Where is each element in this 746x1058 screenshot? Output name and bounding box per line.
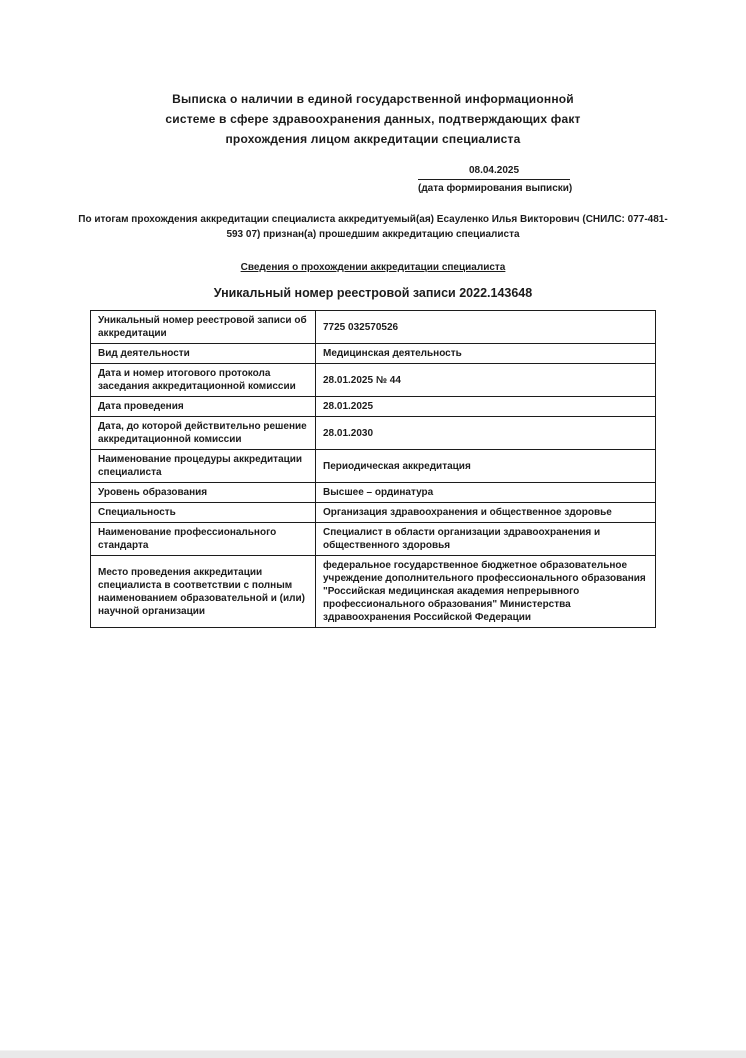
accreditation-result-paragraph xyxy=(0,212,746,242)
row-label-cell: Вид деятельности xyxy=(91,344,316,364)
row-value-cell: Специалист в области организации здравоохранения и общественного здоровья xyxy=(316,523,656,556)
row-value-cell: Периодическая аккредитация xyxy=(316,450,656,483)
result-paragraph-line: По итогам прохождения аккредитации специалиста аккредитуемый(ая) Есауленко Илья Викторович (СНИЛС: 077-481- xyxy=(78,214,668,225)
row-label-cell: Наименование профессионального стандарта xyxy=(91,523,316,556)
row-value-cell: федеральное государственное бюджетное образовательное учреждение дополнительного профессионального образования "Российская медицинская академия непрерывного профессионального образования" Министерства здравоохранения Российской Федерации xyxy=(316,556,656,628)
row-label-cell: Место проведения аккредитации специалиста в соответствии с полным наименованием образовательной и (или) научной организации xyxy=(91,556,316,628)
bottom-bar xyxy=(0,1050,746,1058)
row-label-cell: Уникальный номер реестровой записи об аккредитации xyxy=(91,311,316,344)
document-title xyxy=(0,0,746,149)
row-label-cell: Дата проведения xyxy=(91,397,316,417)
table-row xyxy=(91,556,656,628)
row-label-cell: Дата, до которой действительно решение аккредитационной комиссии xyxy=(91,417,316,450)
row-value-cell: Организация здравоохранения и общественное здоровье xyxy=(316,503,656,523)
table-row xyxy=(91,311,656,344)
row-value-cell: 7725 032570526 xyxy=(316,311,656,344)
accreditation-details-table xyxy=(90,310,656,628)
issue-date-caption: (дата формирования выписки) xyxy=(418,183,573,194)
table-row xyxy=(91,417,656,450)
document-title-line: Выписка о наличии в единой государственной информационной xyxy=(172,92,574,106)
table-row xyxy=(91,483,656,503)
section-heading: Сведения о прохождении аккредитации специалиста xyxy=(240,262,506,273)
table-row xyxy=(91,450,656,483)
row-label-cell: Специальность xyxy=(91,503,316,523)
registry-number-heading: Уникальный номер реестровой записи 2022.143648 xyxy=(213,286,533,300)
result-paragraph-line: 593 07) признан(а) прошедшим аккредитацию специалиста xyxy=(226,229,520,240)
row-value-cell: 28.01.2025 № 44 xyxy=(316,364,656,397)
row-value-cell: Медицинская деятельность xyxy=(316,344,656,364)
table-row xyxy=(91,344,656,364)
document-title-line: прохождения лицом аккредитации специалиста xyxy=(225,132,521,146)
issue-date-block xyxy=(418,164,573,195)
row-label-cell: Уровень образования xyxy=(91,483,316,503)
document-title-line: системе в сфере здравоохранения данных, подтверждающих факт xyxy=(165,112,581,126)
table-row xyxy=(91,523,656,556)
issue-date-value: 08.04.2025 xyxy=(418,164,570,180)
row-value-cell: 28.01.2025 xyxy=(316,397,656,417)
row-label-cell: Наименование процедуры аккредитации специалиста xyxy=(91,450,316,483)
table-row xyxy=(91,364,656,397)
row-label-cell: Дата и номер итогового протокола заседания аккредитационной комиссии xyxy=(91,364,316,397)
row-value-cell: 28.01.2030 xyxy=(316,417,656,450)
table-row xyxy=(91,503,656,523)
row-value-cell: Высшее – ординатура xyxy=(316,483,656,503)
table-row xyxy=(91,397,656,417)
